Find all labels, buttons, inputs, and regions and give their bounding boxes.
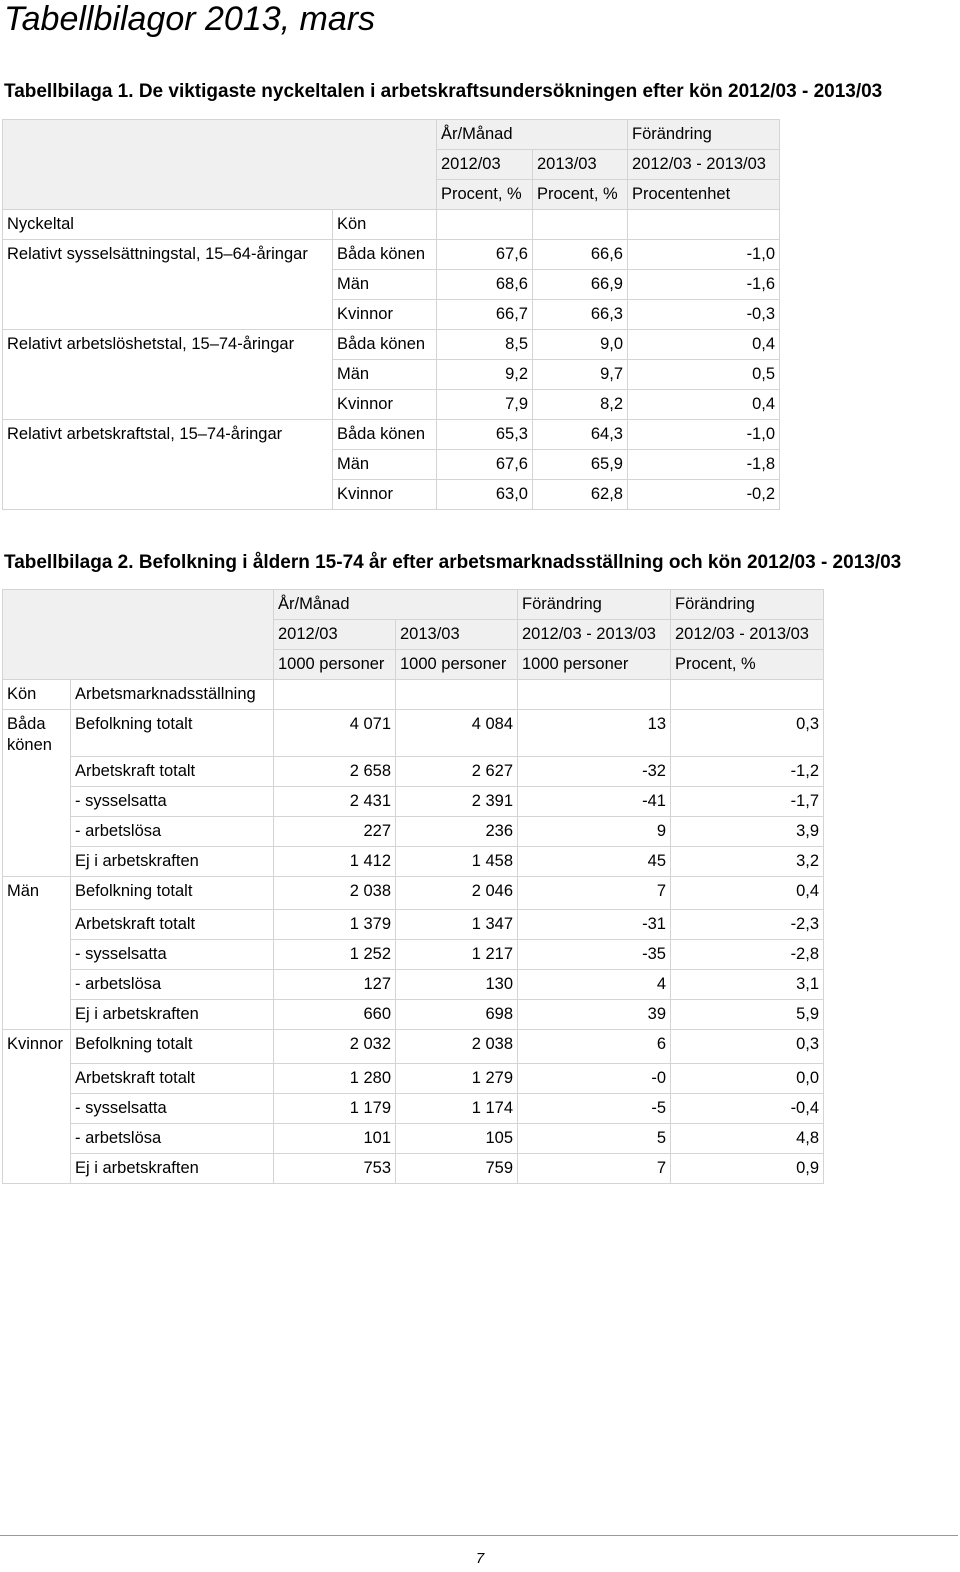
- value-2012: 127: [274, 970, 396, 1000]
- header-change: Förändring: [671, 590, 824, 620]
- sex-label-blank: [3, 1093, 71, 1123]
- population-table: [2, 589, 824, 1184]
- table-row: [3, 420, 780, 450]
- table2-caption: [4, 551, 901, 575]
- change-percent: -0,4: [671, 1093, 824, 1123]
- header-blank: [3, 590, 71, 620]
- labour-status-label: Arbetskraft totalt: [71, 910, 274, 940]
- value-2013: 2 391: [396, 786, 518, 816]
- value-2013: 1 217: [396, 940, 518, 970]
- value-2013: 2 627: [396, 756, 518, 786]
- sex-label: Män: [333, 450, 437, 480]
- change-percent: 4,8: [671, 1123, 824, 1153]
- header-row: [3, 590, 824, 620]
- value-2012: 227: [274, 816, 396, 846]
- change-percent: 0,3: [671, 710, 824, 757]
- labour-status-label: - arbetslösa: [71, 816, 274, 846]
- value-2012: 1 412: [274, 846, 396, 876]
- header-unit: Procentenhet: [628, 180, 780, 210]
- header-period-range: 2012/03 - 2013/03: [518, 620, 671, 650]
- header-blank: [533, 120, 628, 150]
- value-2013: 66,6: [533, 240, 628, 270]
- table-row: [3, 970, 824, 1000]
- header-unit: Procent, %: [533, 180, 628, 210]
- table-row: [3, 710, 824, 757]
- table-row: [3, 1093, 824, 1123]
- change-value: -1,0: [628, 420, 780, 450]
- header-row: [3, 180, 780, 210]
- table-row: [3, 270, 780, 300]
- header-unit: Procent, %: [437, 180, 533, 210]
- table-row: [3, 390, 780, 420]
- change-percent: 0,9: [671, 1153, 824, 1183]
- sex-label-blank: [3, 846, 71, 876]
- labour-status-label: - sysselsatta: [71, 1093, 274, 1123]
- sex-label-blank: [3, 786, 71, 816]
- change-absolute: -41: [518, 786, 671, 816]
- change-percent: 3,1: [671, 970, 824, 1000]
- header-period-2012: 2012/03: [437, 150, 533, 180]
- value-2013: 759: [396, 1153, 518, 1183]
- change-percent: -1,7: [671, 786, 824, 816]
- header-row: [3, 120, 780, 150]
- table-row: [3, 450, 780, 480]
- value-2013: 8,2: [533, 390, 628, 420]
- header-blank: [671, 680, 824, 710]
- change-percent: -2,3: [671, 910, 824, 940]
- key-figure-label-blank: [3, 300, 333, 330]
- header-row: [3, 210, 780, 240]
- header-change: Förändring: [628, 120, 780, 150]
- header-year-month: År/Månad: [437, 120, 533, 150]
- header-unit: 1000 personer: [518, 650, 671, 680]
- header-blank: [71, 590, 274, 620]
- value-2013: 66,9: [533, 270, 628, 300]
- labour-status-label: - arbetslösa: [71, 1123, 274, 1153]
- table2-caption-label: Tabellbilaga 2.: [4, 552, 134, 573]
- labour-status-label: - sysselsatta: [71, 786, 274, 816]
- sex-label: Båda könen: [3, 710, 71, 757]
- value-2012: 1 252: [274, 940, 396, 970]
- labour-status-label: Ej i arbetskraften: [71, 1000, 274, 1030]
- value-2013: 1 347: [396, 910, 518, 940]
- header-blank: [3, 620, 71, 650]
- change-value: -0,3: [628, 300, 780, 330]
- table1-caption-label: Tabellbilaga 1.: [4, 81, 134, 102]
- change-value: 0,5: [628, 360, 780, 390]
- header-blank: [518, 680, 671, 710]
- value-2012: 660: [274, 1000, 396, 1030]
- table-row: [3, 1030, 824, 1064]
- change-absolute: 7: [518, 1153, 671, 1183]
- sex-label-blank: [3, 1153, 71, 1183]
- key-figures-table: [2, 119, 780, 510]
- labour-status-label: Befolkning totalt: [71, 710, 274, 757]
- change-percent: 3,2: [671, 846, 824, 876]
- value-2013: 236: [396, 816, 518, 846]
- header-blank: [333, 150, 437, 180]
- table-row: [3, 300, 780, 330]
- key-figure-label: Relativt arbetslöshetstal, 15–74-åringar: [3, 330, 333, 360]
- change-absolute: -32: [518, 756, 671, 786]
- value-2012: 9,2: [437, 360, 533, 390]
- value-2012: 4 071: [274, 710, 396, 757]
- value-2012: 2 032: [274, 1030, 396, 1064]
- labour-status-label: Arbetskraft totalt: [71, 756, 274, 786]
- value-2012: 7,9: [437, 390, 533, 420]
- sex-label-blank: [3, 1063, 71, 1093]
- sex-label-blank: [3, 970, 71, 1000]
- change-absolute: -0: [518, 1063, 671, 1093]
- header-period-range: 2012/03 - 2013/03: [671, 620, 824, 650]
- value-2012: 1 280: [274, 1063, 396, 1093]
- labour-status-label: - arbetslösa: [71, 970, 274, 1000]
- change-percent: -1,2: [671, 756, 824, 786]
- table-row: [3, 1000, 824, 1030]
- labour-status-label: Arbetskraft totalt: [71, 1063, 274, 1093]
- header-blank: [396, 680, 518, 710]
- change-absolute: 13: [518, 710, 671, 757]
- header-blank: [71, 620, 274, 650]
- table1-caption: [4, 80, 882, 104]
- header-row: [3, 650, 824, 680]
- table-row: [3, 786, 824, 816]
- sex-label: Kvinnor: [333, 390, 437, 420]
- value-2013: 9,7: [533, 360, 628, 390]
- sex-label-blank: [3, 940, 71, 970]
- sex-label: Båda könen: [333, 330, 437, 360]
- change-absolute: 9: [518, 816, 671, 846]
- table-row: [3, 480, 780, 510]
- header-unit: 1000 personer: [396, 650, 518, 680]
- value-2013: 1 279: [396, 1063, 518, 1093]
- sex-label-blank: [3, 1123, 71, 1153]
- header-period-2013: 2013/03: [533, 150, 628, 180]
- change-value: -1,0: [628, 240, 780, 270]
- sex-label: Män: [333, 360, 437, 390]
- change-value: -0,2: [628, 480, 780, 510]
- sex-label: Kvinnor: [3, 1030, 71, 1064]
- sex-label-blank: [3, 816, 71, 846]
- header-sex: Kön: [333, 210, 437, 240]
- change-absolute: -31: [518, 910, 671, 940]
- change-absolute: 45: [518, 846, 671, 876]
- value-2013: 698: [396, 1000, 518, 1030]
- header-blank: [3, 120, 333, 150]
- footer-divider: [0, 1535, 958, 1536]
- sex-label: Kvinnor: [333, 480, 437, 510]
- page-number: 7: [475, 1550, 485, 1567]
- value-2012: 68,6: [437, 270, 533, 300]
- change-absolute: 4: [518, 970, 671, 1000]
- key-figure-label-blank: [3, 480, 333, 510]
- value-2013: 1 174: [396, 1093, 518, 1123]
- value-2012: 8,5: [437, 330, 533, 360]
- header-period-2013: 2013/03: [396, 620, 518, 650]
- value-2013: 2 046: [396, 876, 518, 910]
- sex-label-blank: [3, 756, 71, 786]
- page-title: Tabellbilagor 2013, mars: [4, 0, 376, 38]
- table-row: [3, 846, 824, 876]
- change-percent: 0,4: [671, 876, 824, 910]
- header-blank: [628, 210, 780, 240]
- header-sex: Kön: [3, 680, 71, 710]
- labour-status-label: Befolkning totalt: [71, 876, 274, 910]
- value-2013: 66,3: [533, 300, 628, 330]
- header-blank: [437, 210, 533, 240]
- header-labour-status: Arbetsmarknadsställning: [71, 680, 274, 710]
- change-value: 0,4: [628, 390, 780, 420]
- table-row: [3, 240, 780, 270]
- table-row: [3, 940, 824, 970]
- value-2012: 67,6: [437, 450, 533, 480]
- table-row: [3, 360, 780, 390]
- header-change: Förändring: [518, 590, 671, 620]
- table-row: [3, 1063, 824, 1093]
- value-2012: 67,6: [437, 240, 533, 270]
- labour-status-label: Ej i arbetskraften: [71, 1153, 274, 1183]
- header-row: [3, 620, 824, 650]
- labour-status-label: Ej i arbetskraften: [71, 846, 274, 876]
- table-row: [3, 1153, 824, 1183]
- table-row: [3, 756, 824, 786]
- table-row: [3, 910, 824, 940]
- value-2013: 64,3: [533, 420, 628, 450]
- change-absolute: 39: [518, 1000, 671, 1030]
- key-figure-label-blank: [3, 450, 333, 480]
- key-figure-label-blank: [3, 390, 333, 420]
- key-figure-label-blank: [3, 270, 333, 300]
- header-unit: Procent, %: [671, 650, 824, 680]
- header-key-figure: Nyckeltal: [3, 210, 333, 240]
- key-figure-label-blank: [3, 360, 333, 390]
- change-value: -1,6: [628, 270, 780, 300]
- sex-label: Män: [3, 876, 71, 910]
- value-2013: 1 458: [396, 846, 518, 876]
- change-absolute: 7: [518, 876, 671, 910]
- header-period-2012: 2012/03: [274, 620, 396, 650]
- header-year-month: År/Månad: [274, 590, 396, 620]
- sex-label: Båda könen: [333, 420, 437, 450]
- value-2013: 2 038: [396, 1030, 518, 1064]
- labour-status-label: Befolkning totalt: [71, 1030, 274, 1064]
- change-percent: -2,8: [671, 940, 824, 970]
- header-blank: [3, 650, 71, 680]
- value-2012: 101: [274, 1123, 396, 1153]
- change-absolute: 6: [518, 1030, 671, 1064]
- sex-label: Båda könen: [333, 240, 437, 270]
- header-blank: [396, 590, 518, 620]
- value-2013: 4 084: [396, 710, 518, 757]
- value-2012: 753: [274, 1153, 396, 1183]
- value-2012: 65,3: [437, 420, 533, 450]
- change-value: -1,8: [628, 450, 780, 480]
- change-absolute: 5: [518, 1123, 671, 1153]
- sex-label-blank: [3, 910, 71, 940]
- value-2013: 9,0: [533, 330, 628, 360]
- sex-label: Kvinnor: [333, 300, 437, 330]
- table-row: [3, 876, 824, 910]
- value-2012: 2 038: [274, 876, 396, 910]
- value-2012: 63,0: [437, 480, 533, 510]
- table1-caption-text: De viktigaste nyckeltalen i arbetskraftsundersökningen efter kön 2012/03 - 2013/03: [138, 81, 883, 102]
- table-row: [3, 330, 780, 360]
- header-row: [3, 150, 780, 180]
- change-percent: 0,0: [671, 1063, 824, 1093]
- key-figure-label: Relativt arbetskraftstal, 15–74-åringar: [3, 420, 333, 450]
- change-percent: 5,9: [671, 1000, 824, 1030]
- header-blank: [71, 650, 274, 680]
- value-2012: 66,7: [437, 300, 533, 330]
- value-2013: 130: [396, 970, 518, 1000]
- change-absolute: -5: [518, 1093, 671, 1123]
- value-2012: 2 431: [274, 786, 396, 816]
- table-row: [3, 816, 824, 846]
- value-2012: 2 658: [274, 756, 396, 786]
- table2-caption-text: Befolkning i åldern 15-74 år efter arbetsmarknadsställning och kön 2012/03 - 2013/03: [138, 552, 902, 573]
- change-absolute: -35: [518, 940, 671, 970]
- change-percent: 3,9: [671, 816, 824, 846]
- table-row: [3, 1123, 824, 1153]
- header-row: [3, 680, 824, 710]
- change-value: 0,4: [628, 330, 780, 360]
- header-period-range: 2012/03 - 2013/03: [628, 150, 780, 180]
- header-unit: 1000 personer: [274, 650, 396, 680]
- key-figure-label: Relativt sysselsättningstal, 15–64-åringar: [3, 240, 333, 270]
- value-2013: 105: [396, 1123, 518, 1153]
- header-blank: [3, 150, 333, 180]
- labour-status-label: - sysselsatta: [71, 940, 274, 970]
- value-2012: 1 379: [274, 910, 396, 940]
- value-2013: 62,8: [533, 480, 628, 510]
- header-blank: [333, 180, 437, 210]
- header-blank: [3, 180, 333, 210]
- sex-label: Män: [333, 270, 437, 300]
- header-blank: [333, 120, 437, 150]
- sex-label-blank: [3, 1000, 71, 1030]
- change-percent: 0,3: [671, 1030, 824, 1064]
- header-blank: [274, 680, 396, 710]
- value-2013: 65,9: [533, 450, 628, 480]
- header-blank: [533, 210, 628, 240]
- value-2012: 1 179: [274, 1093, 396, 1123]
